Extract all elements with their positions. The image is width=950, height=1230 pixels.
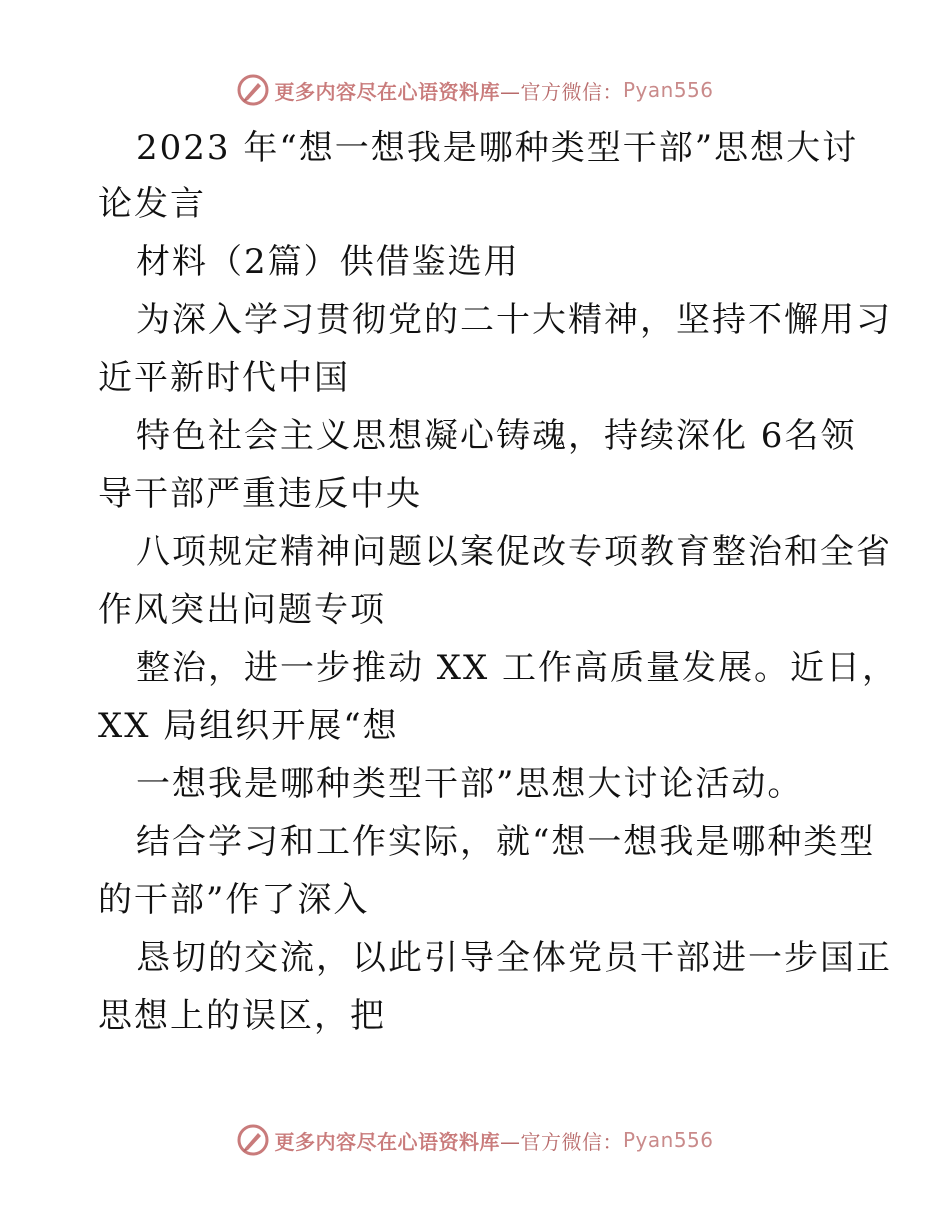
- watermark-text-3: Pyan556: [622, 78, 714, 102]
- watermark-text-2: —官方微信：: [499, 79, 623, 104]
- text-line: 结合学习和工作实际，就“想一想我是哪种类型: [136, 822, 876, 862]
- text-line: 为深入学习贯彻党的二十大精神，坚持不懈用习: [136, 300, 892, 340]
- text-line: 的干部”作了深入: [98, 880, 370, 920]
- text-line: 一想我是哪种类型干部”思想大讨论活动。: [136, 764, 804, 804]
- watermark-header: [0, 70, 950, 110]
- watermark-text-1: 更多内容尽在心语资料库: [274, 79, 500, 104]
- text-line: 作风突出问题专项: [98, 590, 386, 630]
- text-line: 思想上的误区，把: [98, 996, 386, 1036]
- watermark-text-3: Pyan556: [622, 1128, 714, 1152]
- text-line: 导干部严重违反中央: [98, 474, 422, 514]
- text-line: 近平新时代中国: [98, 358, 350, 398]
- watermark-footer: [0, 1120, 950, 1160]
- quill-pen-logo-icon: [236, 73, 270, 107]
- text-line: 2023 年“想一想我是哪种类型干部”思想大讨: [136, 128, 859, 168]
- text-line: 材料（2篇）供借鉴选用: [136, 242, 520, 282]
- text-line: 恳切的交流，以此引导全体党员干部进一步国正: [136, 938, 892, 978]
- text-line: 论发言: [98, 184, 206, 224]
- text-line: 整治，进一步推动 XX 工作高质量发展。近日，: [136, 648, 899, 688]
- text-line: 八项规定精神问题以案促改专项教育整治和全省: [136, 532, 892, 572]
- quill-pen-logo-icon: [236, 1123, 270, 1157]
- text-line: 特色社会主义思想凝心铸魂，持续深化 6名领: [136, 416, 857, 456]
- text-line: XX 局组织开展“想: [98, 706, 399, 746]
- watermark-text-1: 更多内容尽在心语资料库: [274, 1129, 500, 1154]
- watermark-text-2: —官方微信：: [499, 1129, 623, 1154]
